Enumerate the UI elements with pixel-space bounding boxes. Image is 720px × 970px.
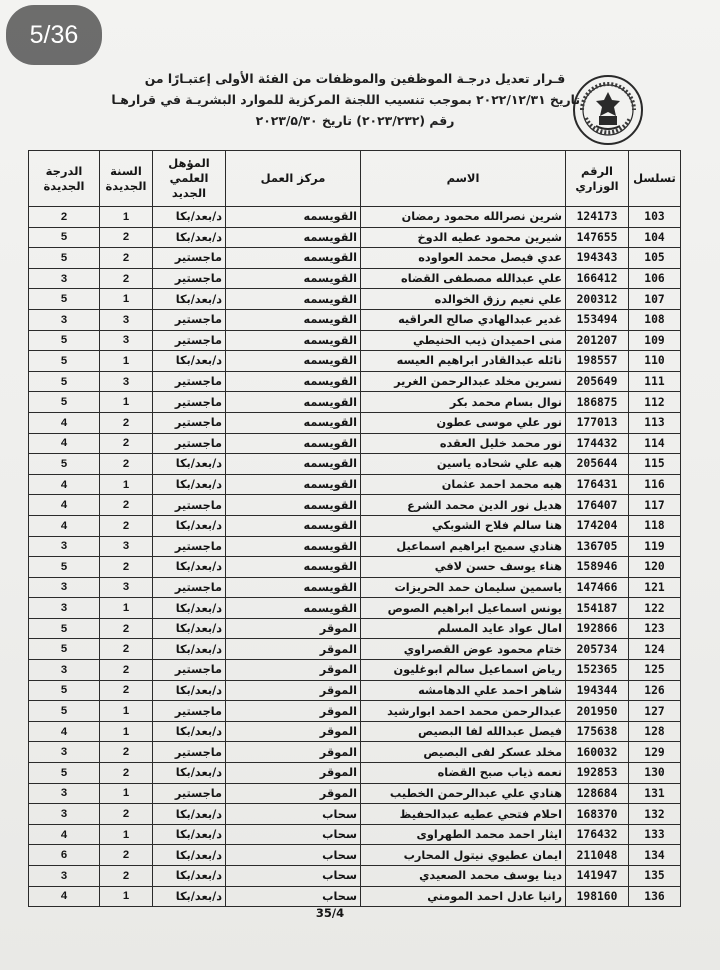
table-row [29,433,681,454]
cell-serial: 104 [629,227,681,248]
cell-serial: 127 [629,701,681,722]
cell-qualification: د/بعد/بكا [153,227,226,248]
cell-serial: 111 [629,371,681,392]
cell-new-grade: 5 [29,351,100,372]
table-row [29,207,681,228]
cell-work-center: الموقر [226,783,361,804]
cell-ministry-id: 174204 [566,515,629,536]
cell-qualification: د/بعد/بكا [153,474,226,495]
cell-new-grade: 4 [29,721,100,742]
cell-new-year: 3 [100,577,153,598]
cell-new-grade: 3 [29,577,100,598]
cell-work-center: الموقر [226,721,361,742]
cell-new-year: 2 [100,804,153,825]
cell-qualification: د/بعد/بكا [153,207,226,228]
cell-qualification: ماجستير [153,412,226,433]
cell-serial: 112 [629,392,681,413]
cell-new-grade: 5 [29,639,100,660]
cell-name: ايثار احمد محمد الطهراوى [361,824,566,845]
cell-new-grade: 4 [29,412,100,433]
cell-new-year: 2 [100,515,153,536]
table-row [29,763,681,784]
ministry-emblem-icon [572,74,644,146]
table-row [29,845,681,866]
table-row [29,866,681,887]
cell-name: هنا سالم فلاح الشوبكي [361,515,566,536]
cell-new-grade: 5 [29,330,100,351]
cell-new-grade: 5 [29,289,100,310]
cell-name: امال عواد عايد المسلم [361,618,566,639]
cell-name: ايمان عطيوي نيتول المحارب [361,845,566,866]
cell-work-center: القويسمه [226,207,361,228]
cell-serial: 122 [629,598,681,619]
cell-new-grade: 5 [29,680,100,701]
cell-ministry-id: 186875 [566,392,629,413]
cell-serial: 130 [629,763,681,784]
cell-work-center: القويسمه [226,227,361,248]
table-row [29,824,681,845]
cell-new-grade: 4 [29,495,100,516]
cell-name: نور علي موسى عطون [361,412,566,433]
cell-new-year: 2 [100,454,153,475]
cell-qualification: ماجستير [153,330,226,351]
cell-ministry-id: 205644 [566,454,629,475]
cell-ministry-id: 176431 [566,474,629,495]
col-header-new-grade: الدرجة الجديدة [29,151,100,207]
cell-new-year: 1 [100,207,153,228]
cell-name: شاهر احمد علي الدهامشه [361,680,566,701]
cell-serial: 108 [629,309,681,330]
table-row [29,515,681,536]
table-row [29,289,681,310]
cell-work-center: سحاب [226,824,361,845]
cell-new-year: 1 [100,392,153,413]
cell-name: هنادي علي عبدالرحمن الخطيب [361,783,566,804]
cell-work-center: القويسمه [226,536,361,557]
cell-ministry-id: 201950 [566,701,629,722]
cell-serial: 128 [629,721,681,742]
cell-ministry-id: 124173 [566,207,629,228]
cell-ministry-id: 198557 [566,351,629,372]
cell-new-year: 2 [100,227,153,248]
cell-ministry-id: 128684 [566,783,629,804]
cell-name: هبه محمد احمد عثمان [361,474,566,495]
cell-qualification: ماجستير [153,783,226,804]
cell-serial: 107 [629,289,681,310]
cell-name: فيصل عبدالله لفا البصيص [361,721,566,742]
table-row [29,577,681,598]
cell-work-center: القويسمه [226,454,361,475]
col-header-new-year: السنة الجديدة [100,151,153,207]
cell-serial: 114 [629,433,681,454]
table-row [29,618,681,639]
cell-new-year: 2 [100,660,153,681]
cell-new-year: 2 [100,268,153,289]
cell-ministry-id: 194343 [566,248,629,269]
col-header-qualification: المؤهل العلمي الجديد [153,151,226,207]
cell-work-center: سحاب [226,886,361,907]
cell-work-center: القويسمه [226,433,361,454]
cell-name: هناء يوسف حسن لافي [361,557,566,578]
cell-name: هديل نور الدين محمد الشرع [361,495,566,516]
cell-qualification: د/بعد/بكا [153,721,226,742]
col-header-serial: تسلسل [629,151,681,207]
cell-name: ختام محمود عوض القصراوي [361,639,566,660]
cell-new-year: 2 [100,248,153,269]
cell-new-grade: 3 [29,866,100,887]
table-row [29,886,681,907]
col-header-work-center: مركز العمل [226,151,361,207]
cell-serial: 135 [629,866,681,887]
cell-ministry-id: 192853 [566,763,629,784]
cell-ministry-id: 201207 [566,330,629,351]
cell-qualification: د/بعد/بكا [153,598,226,619]
cell-work-center: القويسمه [226,474,361,495]
cell-work-center: سحاب [226,804,361,825]
cell-new-year: 2 [100,763,153,784]
cell-new-grade: 3 [29,742,100,763]
cell-ministry-id: 147655 [566,227,629,248]
cell-new-year: 2 [100,433,153,454]
cell-qualification: د/بعد/بكا [153,845,226,866]
table-row [29,701,681,722]
cell-name: ياسمين سليمان حمد الحريزات [361,577,566,598]
cell-name: دينا يوسف محمد الصعيدي [361,866,566,887]
cell-qualification: د/بعد/بكا [153,515,226,536]
table-row [29,742,681,763]
page-footer-number: 35/4 [315,906,345,920]
cell-work-center: القويسمه [226,351,361,372]
cell-qualification: ماجستير [153,577,226,598]
cell-new-year: 1 [100,598,153,619]
cell-serial: 126 [629,680,681,701]
cell-new-grade: 3 [29,598,100,619]
cell-name: رياض اسماعيل سالم ابوغليون [361,660,566,681]
table-row [29,412,681,433]
cell-new-year: 3 [100,371,153,392]
cell-name: احلام فتحي عطيه عبدالحفيظ [361,804,566,825]
cell-work-center: سحاب [226,866,361,887]
cell-serial: 125 [629,660,681,681]
cell-new-grade: 6 [29,845,100,866]
cell-work-center: القويسمه [226,289,361,310]
cell-work-center: القويسمه [226,248,361,269]
cell-qualification: ماجستير [153,371,226,392]
cell-ministry-id: 175638 [566,721,629,742]
table-row [29,536,681,557]
table-row [29,680,681,701]
cell-work-center: الموقر [226,660,361,681]
cell-ministry-id: 205734 [566,639,629,660]
cell-serial: 132 [629,804,681,825]
cell-new-grade: 5 [29,763,100,784]
cell-name: شيرين محمود عطيه الدوخ [361,227,566,248]
cell-new-year: 2 [100,639,153,660]
cell-qualification: د/بعد/بكا [153,824,226,845]
cell-work-center: الموقر [226,742,361,763]
cell-name: عدي فيصل محمد العواوده [361,248,566,269]
cell-new-grade: 4 [29,886,100,907]
cell-ministry-id: 200312 [566,289,629,310]
table-row [29,392,681,413]
cell-qualification: د/بعد/بكا [153,639,226,660]
table-row [29,639,681,660]
cell-ministry-id: 174432 [566,433,629,454]
cell-new-grade: 5 [29,371,100,392]
cell-serial: 118 [629,515,681,536]
cell-qualification: ماجستير [153,433,226,454]
cell-serial: 110 [629,351,681,372]
cell-work-center: القويسمه [226,309,361,330]
cell-name: علي نعيم رزق الخوالده [361,289,566,310]
cell-name: يونس اسماعيل ابراهيم الصوص [361,598,566,619]
cell-name: رانيا عادل احمد المومني [361,886,566,907]
cell-qualification: د/بعد/بكا [153,289,226,310]
table-row [29,227,681,248]
cell-serial: 131 [629,783,681,804]
cell-qualification: د/بعد/بكا [153,763,226,784]
cell-new-grade: 5 [29,618,100,639]
table-row [29,474,681,495]
cell-qualification: د/بعد/بكا [153,866,226,887]
cell-name: شرين نصرالله محمود رمضان [361,207,566,228]
cell-serial: 116 [629,474,681,495]
col-header-name: الاسم [361,151,566,207]
table-row [29,721,681,742]
cell-serial: 106 [629,268,681,289]
cell-name: نسرين مخلد عبدالرحمن الغرير [361,371,566,392]
cell-ministry-id: 147466 [566,577,629,598]
cell-ministry-id: 152365 [566,660,629,681]
cell-serial: 120 [629,557,681,578]
heading-line-3: رقم (۲۰۲۳/۲۳۲) تاريخ ۲۰۲۳/۵/۳۰ [255,113,455,128]
cell-name: منى احميدان ذيب الحنيطي [361,330,566,351]
cell-new-year: 2 [100,742,153,763]
cell-work-center: الموقر [226,701,361,722]
cell-new-grade: 4 [29,474,100,495]
cell-work-center: الموقر [226,763,361,784]
cell-ministry-id: 160032 [566,742,629,763]
cell-new-year: 1 [100,289,153,310]
cell-serial: 103 [629,207,681,228]
table-row [29,495,681,516]
cell-work-center: الموقر [226,680,361,701]
cell-name: علي عبدالله مصطفى القضاه [361,268,566,289]
cell-qualification: ماجستير [153,742,226,763]
table-row [29,330,681,351]
table-body [29,207,681,907]
cell-qualification: ماجستير [153,248,226,269]
cell-new-grade: 5 [29,701,100,722]
cell-serial: 121 [629,577,681,598]
cell-qualification: د/بعد/بكا [153,618,226,639]
heading-line-1: قـرار تعديل درجـة الموظفين والموظفات من الفئة الأولى إعتبـارًا من [144,71,566,86]
cell-qualification: د/بعد/بكا [153,680,226,701]
cell-new-year: 2 [100,845,153,866]
cell-new-grade: 5 [29,227,100,248]
cell-serial: 109 [629,330,681,351]
cell-serial: 105 [629,248,681,269]
cell-ministry-id: 177013 [566,412,629,433]
cell-new-grade: 3 [29,660,100,681]
cell-new-grade: 2 [29,207,100,228]
cell-ministry-id: 205649 [566,371,629,392]
table-row [29,371,681,392]
cell-serial: 129 [629,742,681,763]
employees-table [28,150,681,907]
table-row [29,309,681,330]
cell-work-center: القويسمه [226,495,361,516]
cell-ministry-id: 176432 [566,824,629,845]
cell-new-year: 1 [100,351,153,372]
cell-new-grade: 4 [29,824,100,845]
cell-new-year: 2 [100,680,153,701]
table-header-row [29,151,681,207]
cell-ministry-id: 153494 [566,309,629,330]
table-row [29,660,681,681]
cell-new-grade: 3 [29,804,100,825]
cell-ministry-id: 176407 [566,495,629,516]
cell-work-center: القويسمه [226,330,361,351]
cell-serial: 123 [629,618,681,639]
cell-work-center: القويسمه [226,577,361,598]
heading-line-2: تاريخ ۲۰۲۲/۱۲/۳۱ بموجب تنسيب اللجنة المركزية للموارد البشريـة في قرارهـا [111,92,580,107]
cell-qualification: ماجستير [153,660,226,681]
col-header-ministry-id: الرقم الوزاري [566,151,629,207]
cell-ministry-id: 168370 [566,804,629,825]
cell-work-center: القويسمه [226,371,361,392]
table-row [29,351,681,372]
cell-name: نور محمد خليل العقده [361,433,566,454]
cell-serial: 133 [629,824,681,845]
cell-qualification: ماجستير [153,495,226,516]
cell-qualification: ماجستير [153,392,226,413]
cell-name: نوال بسام محمد بكر [361,392,566,413]
cell-name: غدير عبدالهادي صالح العراقيه [361,309,566,330]
table-row [29,248,681,269]
cell-new-year: 3 [100,309,153,330]
cell-work-center: الموقر [226,618,361,639]
cell-new-grade: 5 [29,248,100,269]
cell-qualification: د/بعد/بكا [153,804,226,825]
cell-work-center: القويسمه [226,598,361,619]
cell-work-center: القويسمه [226,412,361,433]
cell-serial: 117 [629,495,681,516]
cell-new-year: 2 [100,618,153,639]
cell-ministry-id: 211048 [566,845,629,866]
table-row [29,804,681,825]
cell-serial: 124 [629,639,681,660]
table-row [29,557,681,578]
cell-name: عبدالرحمن محمد احمد ابوارشيد [361,701,566,722]
cell-qualification: د/بعد/بكا [153,454,226,475]
cell-work-center: سحاب [226,845,361,866]
cell-ministry-id: 158946 [566,557,629,578]
cell-qualification: د/بعد/بكا [153,557,226,578]
cell-work-center: القويسمه [226,392,361,413]
cell-new-year: 1 [100,721,153,742]
cell-new-year: 2 [100,557,153,578]
cell-ministry-id: 136705 [566,536,629,557]
cell-new-year: 3 [100,330,153,351]
cell-new-year: 3 [100,536,153,557]
table-row [29,598,681,619]
table-row [29,783,681,804]
cell-ministry-id: 198160 [566,886,629,907]
table-row [29,454,681,475]
cell-new-grade: 5 [29,557,100,578]
cell-new-grade: 5 [29,454,100,475]
cell-qualification: د/بعد/بكا [153,886,226,907]
cell-name: نائله عبدالقادر ابراهيم العيسه [361,351,566,372]
cell-ministry-id: 192866 [566,618,629,639]
cell-new-grade: 3 [29,309,100,330]
cell-new-year: 1 [100,474,153,495]
cell-qualification: ماجستير [153,268,226,289]
cell-qualification: ماجستير [153,701,226,722]
cell-name: نعمه ذياب صبح القضاه [361,763,566,784]
cell-ministry-id: 141947 [566,866,629,887]
cell-name: هبه علي شحاده ياسين [361,454,566,475]
cell-work-center: القويسمه [226,515,361,536]
decision-heading [111,68,580,131]
cell-ministry-id: 194344 [566,680,629,701]
cell-name: هنادي سميح ابراهيم اسماعيل [361,536,566,557]
cell-new-year: 2 [100,866,153,887]
cell-serial: 134 [629,845,681,866]
cell-new-year: 2 [100,412,153,433]
cell-work-center: القويسمه [226,268,361,289]
cell-new-year: 2 [100,495,153,516]
cell-name: مخلد عسكر لفى البصيص [361,742,566,763]
cell-work-center: القويسمه [226,557,361,578]
cell-serial: 119 [629,536,681,557]
cell-new-grade: 5 [29,392,100,413]
cell-new-year: 1 [100,886,153,907]
cell-new-year: 1 [100,701,153,722]
cell-new-year: 1 [100,824,153,845]
cell-serial: 113 [629,412,681,433]
cell-qualification: ماجستير [153,309,226,330]
cell-serial: 115 [629,454,681,475]
table-row [29,268,681,289]
cell-new-grade: 3 [29,783,100,804]
cell-new-grade: 3 [29,268,100,289]
cell-ministry-id: 166412 [566,268,629,289]
page-counter-badge: 5/36 [6,5,102,65]
cell-new-year: 1 [100,783,153,804]
cell-new-grade: 4 [29,433,100,454]
cell-qualification: د/بعد/بكا [153,351,226,372]
cell-serial: 136 [629,886,681,907]
cell-new-grade: 4 [29,515,100,536]
cell-new-grade: 3 [29,536,100,557]
cell-qualification: ماجستير [153,536,226,557]
cell-work-center: الموقر [226,639,361,660]
cell-ministry-id: 154187 [566,598,629,619]
